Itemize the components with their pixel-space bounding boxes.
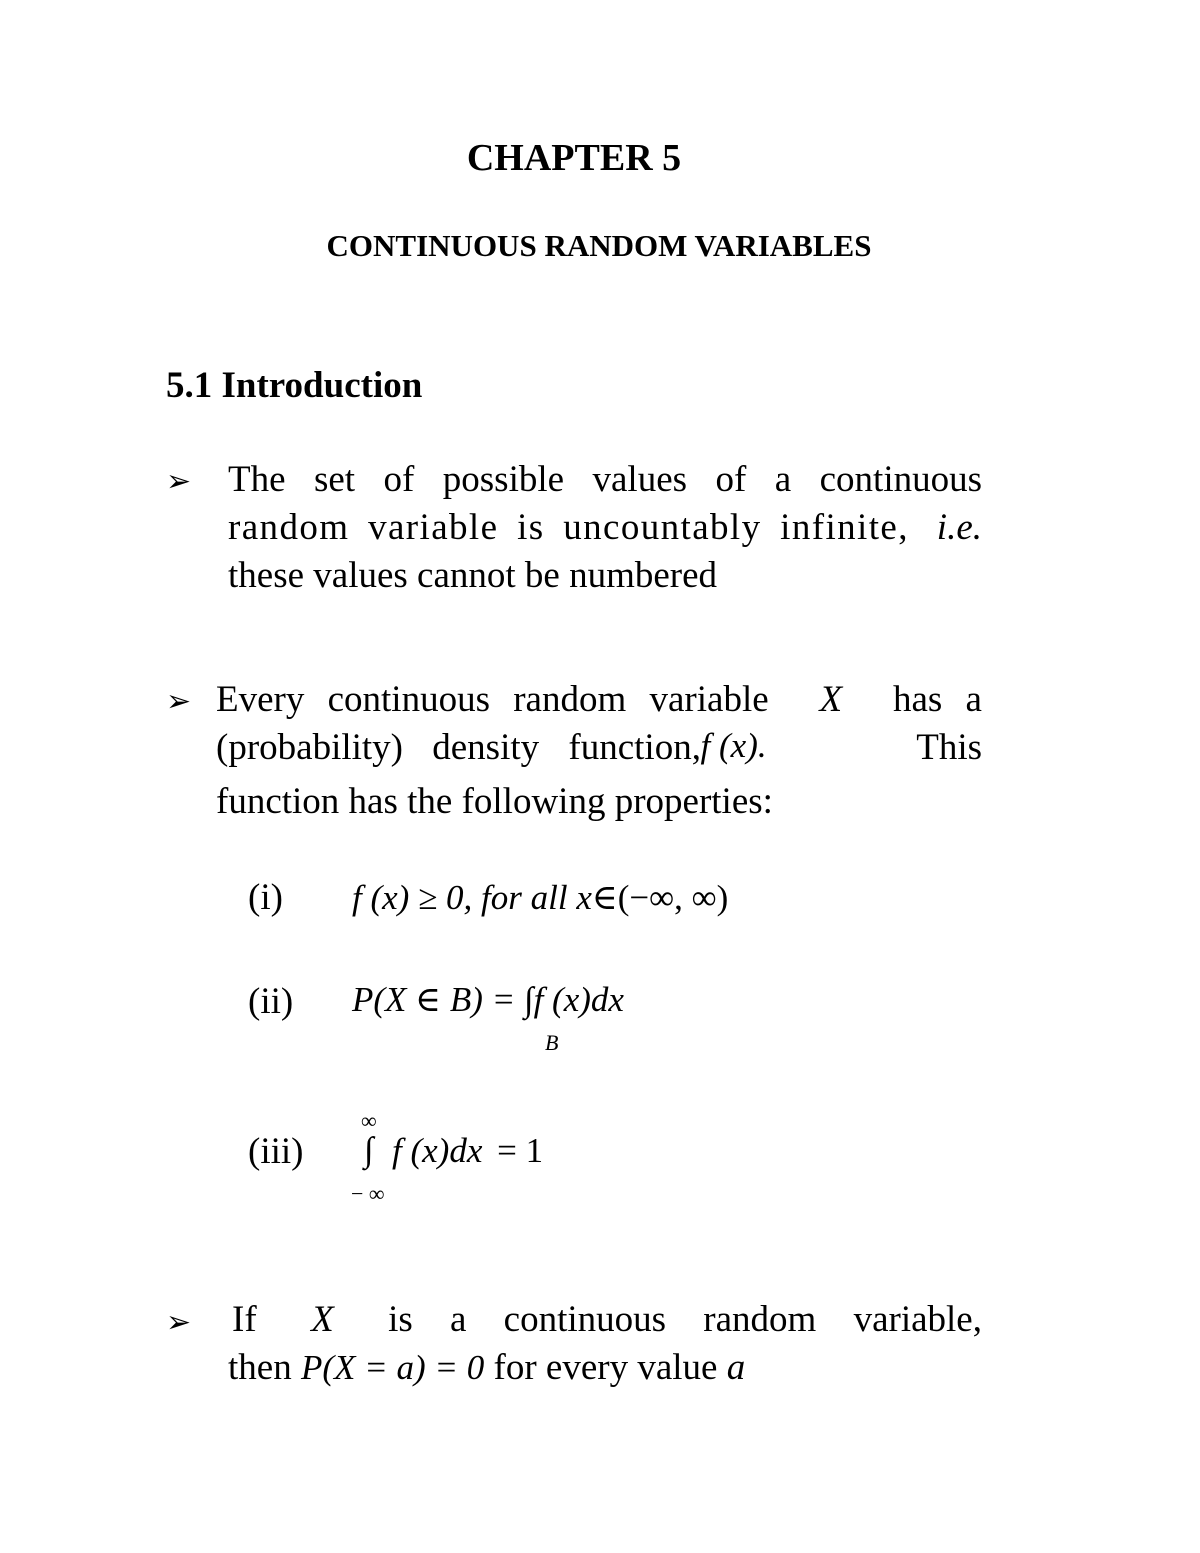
bullet3-line1 [232,1298,982,1341]
bullet1-line3: these values cannot be numbered [228,555,718,596]
bullet3-then: then [228,1347,292,1388]
bullet2-line1-end: has a [892,679,982,720]
bullet2-line2 [216,726,982,769]
integral-icon: ∫ [523,980,534,1019]
property-iii-eq: = 1 [497,1131,544,1170]
property-iii-label: (iii) [248,1131,304,1172]
bullet2-line2-end: This [916,727,982,768]
bullet3-line1-text: is a continuous random variable, [388,1299,982,1340]
property-i-formula [352,878,728,918]
bullet-arrow-icon: ➢ [166,684,192,719]
bullet1-line2 [228,506,982,549]
property-ii-label: (ii) [248,981,294,1022]
bullet-arrow-icon: ➢ [166,464,192,499]
chapter-subtitle: CONTINUOUS RANDOM VARIABLES [326,228,872,263]
property-i-f: f (x) ≥ 0, [352,878,473,917]
bullet3-var-x: X [311,1299,334,1340]
bullet3-line2-text: for every value [493,1347,718,1388]
property-ii-lhs: P(X ∈ B) = [352,980,516,1019]
property-i-label: (i) [248,877,283,918]
bullet3-var-a: a [726,1347,746,1388]
property-i-text: for all x [481,878,592,917]
bullet2-line1 [216,678,982,721]
bullet1-line2-text: random variable is uncountably infinite, [228,507,909,548]
bullet2-fx: f (x). [700,726,767,765]
chapter-heading: CHAPTER 5 [466,137,682,179]
bullet2-line3: function has the following properties: [216,781,773,822]
bullet2-var-x: X [819,679,843,720]
bullet1-ie: i.e. [936,507,982,548]
property-iii-subscript: − ∞ [351,1181,385,1206]
property-iii-expr: f (x)dx [392,1131,483,1170]
bullet3-math: P(X = a) = 0 [300,1348,485,1387]
property-iii-formula [392,1131,543,1171]
property-iii-superscript: ∞ [361,1108,377,1133]
property-ii-rhs: f (x)dx [533,980,624,1019]
bullet-arrow-icon: ➢ [166,1305,192,1340]
property-i-set: ∈(−∞, ∞) [591,878,729,917]
property-ii-subscript: B [545,1030,559,1055]
property-ii-formula [352,980,624,1020]
bullet1-line1: The set of possible values of a continuous [228,459,982,500]
section-heading: 5.1 Introduction [166,365,423,406]
bullet2-line1-text: Every continuous random variable [216,679,769,720]
integral-icon: ∫ [364,1130,374,1169]
bullet2-line2-text: (probability) density function, [216,727,701,768]
bullet3-if: If [232,1299,257,1340]
bullet3-line2 [228,1346,745,1389]
